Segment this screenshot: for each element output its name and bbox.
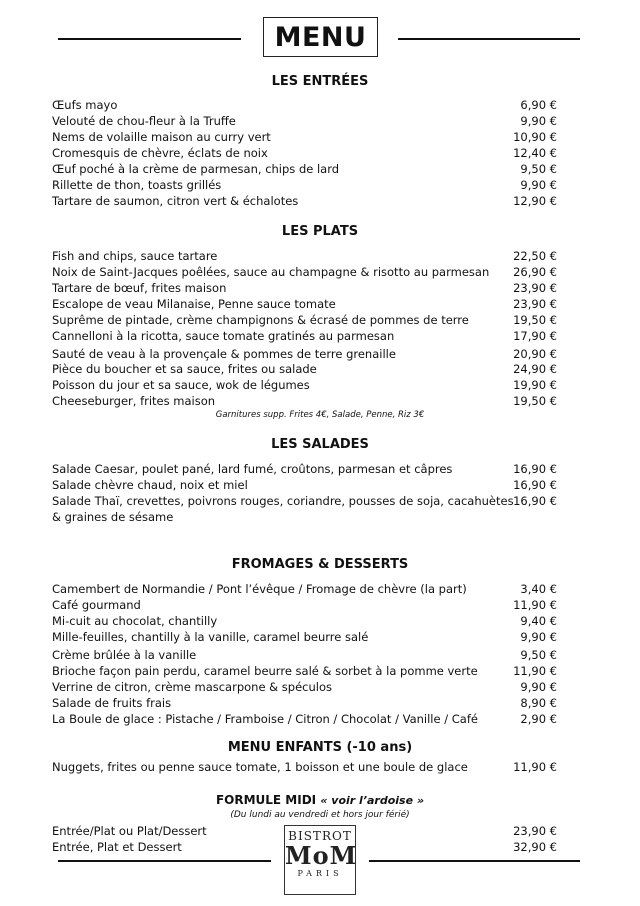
menu-item xyxy=(52,711,557,727)
footer-rule-left xyxy=(58,860,271,862)
menu-item xyxy=(52,113,557,129)
section-title-formule xyxy=(0,793,640,807)
logo-line-mom: MoM xyxy=(285,841,358,870)
item-price: 23,90 € xyxy=(513,297,557,311)
item-name: Mi-cuit au chocolat, chantilly xyxy=(52,614,218,628)
section-title-enfants: MENU ENFANTS (-10 ans) xyxy=(227,740,413,755)
menu-item xyxy=(52,597,557,613)
menu-item xyxy=(52,695,557,711)
item-name: Œufs mayo xyxy=(52,98,118,112)
item-name: Suprême de pintade, crème champignons & écrasé de pommes de terre xyxy=(52,313,469,327)
formule-subtitle: (Du lundi au vendredi et hors jour férié) xyxy=(230,810,410,820)
item-name: Café gourmand xyxy=(52,598,141,612)
item-price: 9,40 € xyxy=(520,614,557,628)
menu-item-continuation xyxy=(52,509,557,525)
menu-item xyxy=(52,663,557,679)
menu-item xyxy=(52,647,557,663)
header-rule-left xyxy=(58,38,241,40)
menu-item xyxy=(52,264,557,280)
item-name: Velouté de chou-fleur à la Truffe xyxy=(52,114,236,128)
menu-item xyxy=(52,312,557,328)
item-name: & graines de sésame xyxy=(52,510,174,524)
item-name: Salade Thaï, crevettes, poivrons rouges, coriandre, pousses de soja, cacahuètes xyxy=(52,494,514,508)
item-price: 11,90 € xyxy=(513,664,557,678)
item-name: Sauté de veau à la provençale & pommes de terre grenaille xyxy=(52,347,396,361)
menu-item xyxy=(52,161,557,177)
menu-item xyxy=(52,280,557,296)
item-name: Rillette de thon, toasts grillés xyxy=(52,178,222,192)
section-title-entrees: LES ENTRÉES xyxy=(271,74,369,89)
item-name: Salade chèvre chaud, noix et miel xyxy=(52,478,248,492)
item-price: 23,90 € xyxy=(513,824,557,838)
item-price: 10,90 € xyxy=(513,130,557,144)
item-name: Œuf poché à la crème de parmesan, chips de lard xyxy=(52,162,340,176)
item-price: 12,90 € xyxy=(513,194,557,208)
formule-title: FORMULE MIDI xyxy=(215,793,317,807)
menu-item xyxy=(52,477,557,493)
item-price: 3,40 € xyxy=(520,582,557,596)
item-name: Brioche façon pain perdu, caramel beurre salé & sorbet à la pomme verte xyxy=(52,664,478,678)
menu-item xyxy=(52,177,557,193)
item-name: Crème brûlée à la vanille xyxy=(52,648,197,662)
menu-item xyxy=(52,613,557,629)
item-name: Poisson du jour et sa sauce, wok de légumes xyxy=(52,378,310,392)
item-name: Tartare de saumon, citron vert & échalotes xyxy=(52,194,299,208)
item-price: 9,50 € xyxy=(520,648,557,662)
logo-line-bistrot: BISTROT xyxy=(288,829,352,843)
menu-item xyxy=(52,193,557,209)
item-price: 22,50 € xyxy=(513,249,557,263)
item-name: Pièce du boucher et sa sauce, frites ou salade xyxy=(52,362,317,376)
menu-item xyxy=(52,328,557,344)
garnitures-note: Garnitures supp. Frites 4€, Salade, Penne, Riz 3€ xyxy=(215,410,425,420)
section-title-plats: LES PLATS xyxy=(281,224,359,239)
item-price: 6,90 € xyxy=(520,98,557,112)
item-name: Entrée/Plat ou Plat/Dessert xyxy=(52,824,207,838)
menu-item xyxy=(52,296,557,312)
menu-item xyxy=(52,97,557,113)
menu-item xyxy=(52,248,557,264)
menu-item xyxy=(52,759,557,775)
menu-item xyxy=(52,493,557,509)
item-name: Tartare de bœuf, frites maison xyxy=(52,281,227,295)
footer-rule-right xyxy=(369,860,580,862)
item-name: La Boule de glace : Pistache / Framboise / Citron / Chocolat / Vanille / Café xyxy=(52,712,478,726)
item-price: 9,90 € xyxy=(520,630,557,644)
menu-item xyxy=(52,145,557,161)
menu-title: MENU xyxy=(263,17,378,57)
menu-item xyxy=(52,377,557,393)
logo-line-paris: PARIS xyxy=(297,869,343,878)
item-price: 2,90 € xyxy=(520,712,557,726)
item-name: Salade de fruits frais xyxy=(52,696,172,710)
item-price: 11,90 € xyxy=(513,598,557,612)
item-name: Cheeseburger, frites maison xyxy=(52,394,216,408)
item-name: Nuggets, frites ou penne sauce tomate, 1 boisson et une boule de glace xyxy=(52,760,468,774)
item-price: 23,90 € xyxy=(513,281,557,295)
item-name: Escalope de veau Milanaise, Penne sauce tomate xyxy=(52,297,336,311)
formule-title-note: « voir l’ardoise » xyxy=(320,794,425,807)
item-name: Verrine de citron, crème mascarpone & spéculos xyxy=(52,680,333,694)
bistrot-mom-logo xyxy=(284,825,356,895)
item-price: 19,90 € xyxy=(513,378,557,392)
item-name: Nems de volaille maison au curry vert xyxy=(52,130,271,144)
menu-item xyxy=(52,461,557,477)
item-name: Noix de Saint-Jacques poêlées, sauce au champagne & risotto au parmesan xyxy=(52,265,490,279)
item-name: Entrée, Plat et Dessert xyxy=(52,840,182,854)
item-price: 16,90 € xyxy=(513,494,557,508)
section-title-salades: LES SALADES xyxy=(271,437,369,452)
menu-item xyxy=(52,629,557,645)
item-price: 24,90 € xyxy=(513,362,557,376)
item-price: 17,90 € xyxy=(513,329,557,343)
item-name: Cromesquis de chèvre, éclats de noix xyxy=(52,146,268,160)
item-price: 9,90 € xyxy=(520,680,557,694)
menu-item xyxy=(52,581,557,597)
item-name: Cannelloni à la ricotta, sauce tomate gratinés au parmesan xyxy=(52,329,395,343)
item-price: 9,90 € xyxy=(520,114,557,128)
menu-item xyxy=(52,129,557,145)
menu-item xyxy=(52,679,557,695)
item-price: 8,90 € xyxy=(520,696,557,710)
item-price: 9,90 € xyxy=(520,178,557,192)
item-price: 12,40 € xyxy=(513,146,557,160)
item-price: 16,90 € xyxy=(513,462,557,476)
item-price: 26,90 € xyxy=(513,265,557,279)
item-name: Salade Caesar, poulet pané, lard fumé, croûtons, parmesan et câpres xyxy=(52,462,453,476)
item-price: 32,90 € xyxy=(513,840,557,854)
item-name: Camembert de Normandie / Pont l’évêque / Fromage de chèvre (la part) xyxy=(52,582,467,596)
section-title-desserts: FROMAGES & DESSERTS xyxy=(231,557,409,572)
item-price: 9,50 € xyxy=(520,162,557,176)
item-price: 20,90 € xyxy=(513,347,557,361)
item-price: 16,90 € xyxy=(513,478,557,492)
item-price: 19,50 € xyxy=(513,394,557,408)
item-price: 19,50 € xyxy=(513,313,557,327)
item-price: 11,90 € xyxy=(513,760,557,774)
menu-item xyxy=(52,346,557,362)
item-name: Fish and chips, sauce tartare xyxy=(52,249,218,263)
item-name: Mille-feuilles, chantilly à la vanille, caramel beurre salé xyxy=(52,630,369,644)
header-rule-right xyxy=(398,38,580,40)
menu-item xyxy=(52,393,557,409)
menu-item xyxy=(52,361,557,377)
